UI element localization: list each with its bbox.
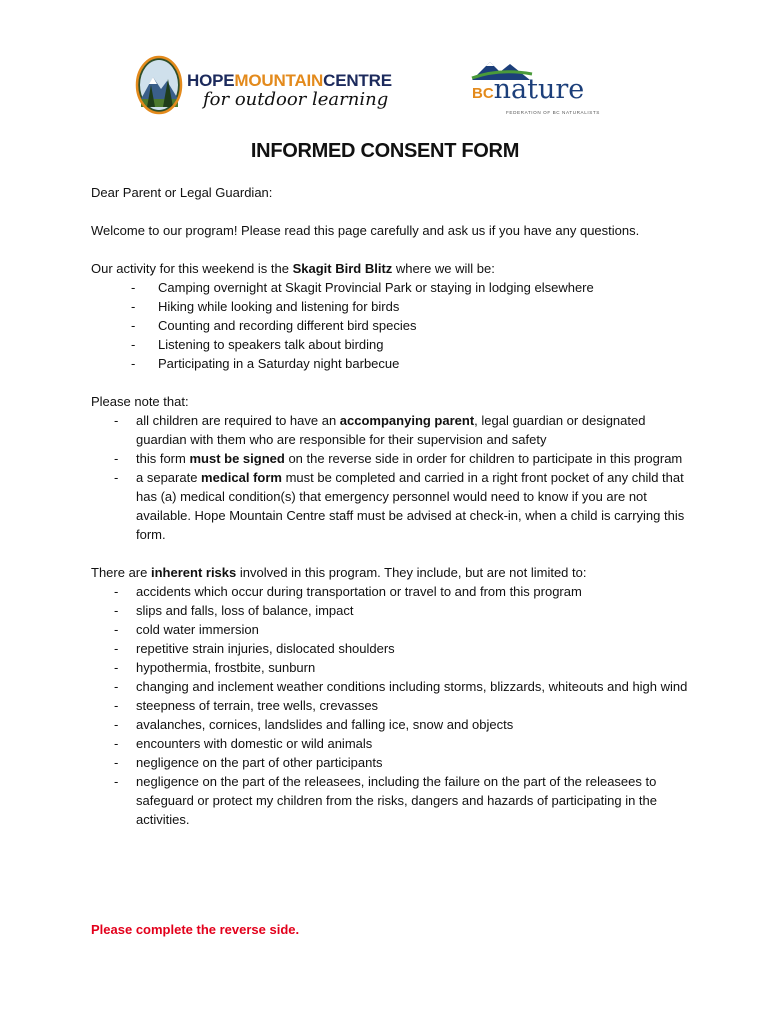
list-item: - Participating in a Saturday night barbecue	[131, 356, 400, 371]
list-item: - this form must be signed on the reverse side in order for children to participate in this program	[114, 451, 683, 466]
bc-nature-wordmark	[472, 74, 584, 105]
greeting: Dear Parent or Legal Guardian:	[91, 185, 273, 200]
bc-nature-logo	[470, 58, 600, 118]
mountain-tree-emblem-icon	[135, 55, 183, 115]
bc-prefix: BC	[472, 85, 494, 102]
risks-intro: There are inherent risks involved in this program. They include, but are not limited to:	[91, 565, 587, 580]
page-title: INFORMED CONSENT FORM	[250, 140, 520, 162]
list-item: - steepness of terrain, tree wells, crevasses	[114, 698, 379, 713]
hope-mountain-centre-logo	[135, 55, 395, 117]
notes-list	[91, 411, 691, 544]
list-item: - hypothermia, frostbite, sunburn	[114, 660, 316, 675]
list-item: - repetitive strain injuries, dislocated shoulders	[114, 641, 395, 656]
activity-intro-pre: Our activity for this weekend is the	[91, 261, 293, 276]
list-item: - avalanches, cornices, landslides and falling ice, snow and objects	[114, 717, 514, 732]
activity-intro	[91, 259, 691, 278]
hmc-tagline: for outdoor learning	[203, 89, 389, 110]
welcome-text: Welcome to our program! Please read this page carefully and ask us if you have any questions.	[91, 223, 640, 238]
list-item: - encounters with domestic or wild animals	[114, 736, 373, 751]
reverse-side-notice: Please complete the reverse side.	[91, 922, 300, 937]
hmc-name-centre: CENTRE	[323, 71, 392, 90]
risks-bold: inherent risks	[150, 565, 237, 580]
list-item: - negligence on the part of other participants	[114, 755, 383, 770]
list-item: - negligence on the part of the releasees, including the failure on the part of the releasees to safeguard or protect my children from the risks, dangers and hazards of participating in the activities.	[114, 774, 657, 827]
bc-federation-text: FEDERATION OF BC NATURALISTS	[506, 110, 600, 115]
list-item: - cold water immersion	[114, 622, 259, 637]
activity-intro-post: where we will be:	[392, 261, 495, 276]
list-item: - accidents which occur during transportation or travel to and from this program	[114, 584, 582, 599]
form-body	[91, 183, 691, 829]
list-item: - changing and inclement weather conditions including storms, blizzards, whiteouts and high wind	[114, 679, 688, 694]
list-item: - Counting and recording different bird species	[131, 318, 417, 333]
bc-name: nature	[493, 74, 585, 105]
list-item: - Hiking while looking and listening for birds	[131, 299, 400, 314]
list-item: - Camping overnight at Skagit Provincial Park or staying in lodging elsewhere	[131, 280, 594, 295]
list-item: - slips and falls, loss of balance, impact	[114, 603, 354, 618]
risks-list	[91, 582, 691, 829]
logo-bar	[0, 50, 770, 120]
hmc-name-hope: HOPE	[187, 71, 235, 90]
activity-name: Skagit Bird Blitz	[292, 261, 393, 276]
hmc-name	[187, 71, 392, 91]
hmc-name-mountain: MOUNTAIN	[234, 71, 324, 90]
activity-list	[91, 278, 691, 373]
notes-intro: Please note that:	[91, 394, 189, 409]
list-item: - Listening to speakers talk about birding	[131, 337, 384, 352]
list-item: - a separate medical form must be completed and carried in a right front pocket of any child that has (a) medical condition(s) that emergency personnel would need to know if you are not available. Hope Mountain Centre staff must be advised at check-in, when a child is carrying this form.	[114, 470, 685, 542]
list-item: - all children are required to have an accompanying parent, legal guardian or designated guardian with them who are responsible for their supervision and safety	[114, 413, 646, 447]
